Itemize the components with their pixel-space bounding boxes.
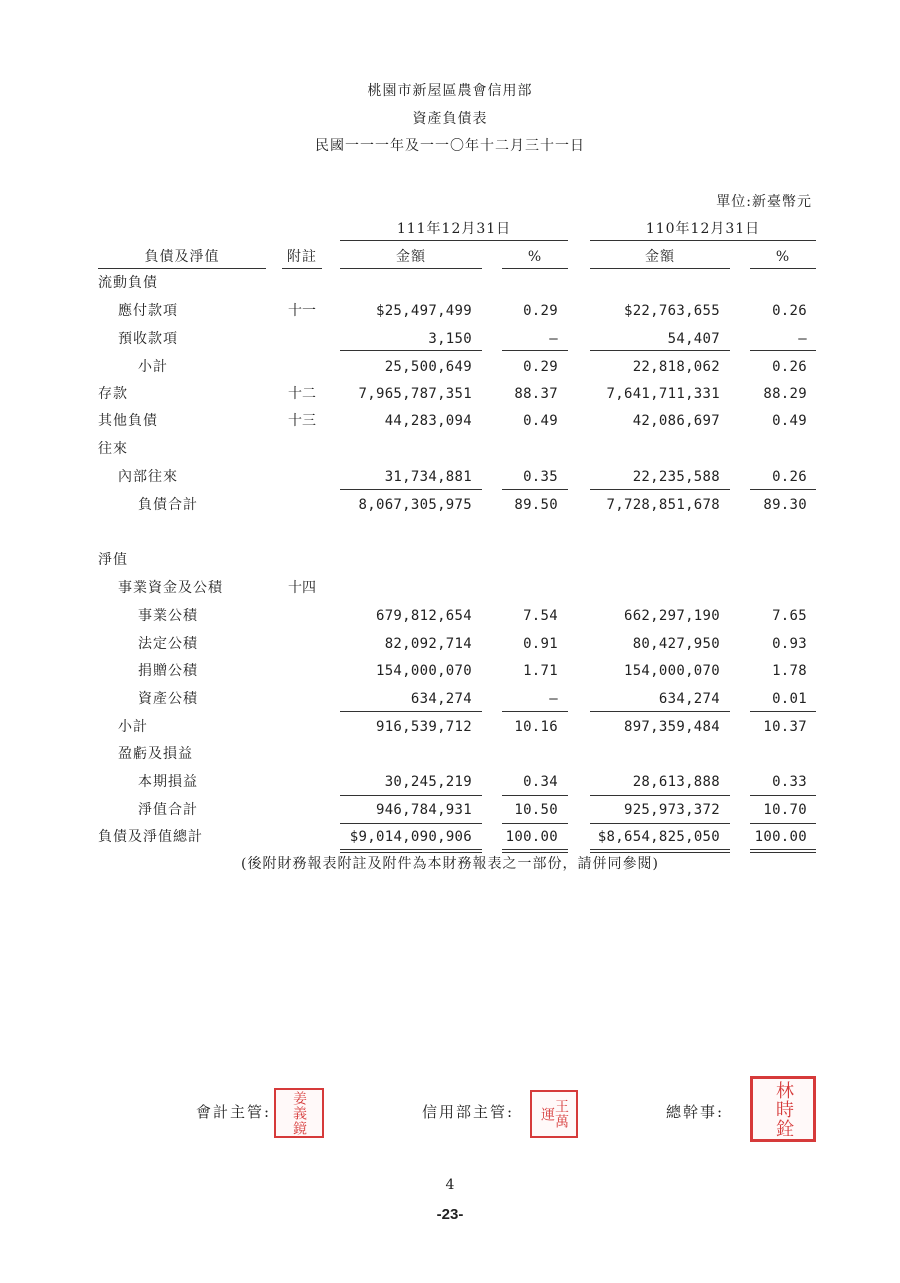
- accounting-seal-text: 姜義鏡: [291, 1090, 307, 1136]
- rule-date-111: [340, 240, 568, 241]
- row-pct-110: 0.26: [772, 469, 807, 485]
- row-pct-111: 1.71: [523, 663, 558, 679]
- row-label: 內部往來: [118, 469, 178, 485]
- row-label: 本期損益: [138, 774, 198, 790]
- row-label: 其他負債: [98, 413, 158, 429]
- col-pct-111: %: [527, 249, 543, 265]
- subtotal-rule: [590, 823, 730, 824]
- row-label: 淨值合計: [138, 802, 198, 818]
- row-amount-111: 946,784,931: [375, 802, 472, 818]
- rule-amount-110: [590, 268, 730, 269]
- row-amount-110: 897,359,484: [623, 719, 720, 735]
- row-amount-110: 925,973,372: [623, 802, 720, 818]
- row-amount-110: 7,728,851,678: [606, 497, 720, 513]
- row-amount-111: 679,812,654: [375, 608, 472, 624]
- general-seal: [750, 1076, 816, 1142]
- row-pct-111: 88.37: [514, 386, 558, 402]
- row-pct-111: —: [549, 331, 558, 347]
- row-amount-111: 30,245,219: [384, 774, 472, 790]
- subtotal-rule: [590, 489, 730, 490]
- row-note: 十四: [288, 580, 316, 596]
- row-pct-111: 0.34: [523, 774, 558, 790]
- total-double-rule: [340, 849, 482, 853]
- accounting-label: 會計主管:: [196, 1103, 272, 1121]
- row-pct-110: 0.93: [772, 636, 807, 652]
- row-label: 事業公積: [138, 608, 198, 624]
- row-label: 資產公積: [138, 691, 198, 707]
- document-page-number: -23-: [436, 1206, 464, 1223]
- row-amount-111: 154,000,070: [375, 663, 472, 679]
- row-pct-111: 0.49: [523, 413, 558, 429]
- row-amount-111: 31,734,881: [384, 469, 472, 485]
- row-label: 存款: [98, 386, 128, 402]
- total-double-rule: [590, 849, 730, 853]
- rule-pct-110: [750, 268, 816, 269]
- subtotal-rule: [750, 350, 816, 351]
- col-date-110: 110年12月31日: [645, 221, 761, 237]
- row-amount-110: 154,000,070: [623, 663, 720, 679]
- row-label: 應付款項: [118, 303, 178, 319]
- row-label: 事業資金及公積: [118, 580, 223, 596]
- general-seal-text: 林時銓: [773, 1080, 794, 1138]
- col-amount-111: 金額: [396, 249, 426, 265]
- row-pct-111: 89.50: [514, 497, 558, 513]
- row-pct-111: 10.16: [514, 719, 558, 735]
- credit-seal: [530, 1090, 578, 1138]
- row-note: 十一: [288, 303, 316, 319]
- row-amount-111: 916,539,712: [375, 719, 472, 735]
- subtotal-rule: [340, 823, 482, 824]
- row-pct-110: 88.29: [763, 386, 807, 402]
- row-pct-110: 89.30: [763, 497, 807, 513]
- row-pct-111: 10.50: [514, 802, 558, 818]
- row-amount-110: 634,274: [658, 691, 720, 707]
- row-label: 小計: [138, 359, 168, 375]
- org-name: 桃園市新屋區農會信用部: [367, 83, 533, 99]
- subtotal-rule: [750, 711, 816, 712]
- subtotal-rule: [502, 711, 568, 712]
- footnote: (後附財務報表附註及附件為本財務報表之一部份，請併同參閱): [241, 856, 659, 872]
- subtotal-rule: [502, 350, 568, 351]
- row-amount-110: $8,654,825,050: [597, 829, 720, 845]
- col-amount-110: 金額: [645, 249, 675, 265]
- row-amount-110: 42,086,697: [632, 413, 720, 429]
- row-amount-110: 7,641,711,331: [606, 386, 720, 402]
- rule-item: [98, 268, 266, 269]
- rule-note: [282, 268, 322, 269]
- report-period: 民國一一一年及一一〇年十二月三十一日: [315, 138, 585, 154]
- rule-amount-111: [340, 268, 482, 269]
- credit-seal-text: 王萬運: [539, 1099, 569, 1129]
- subtotal-rule: [590, 711, 730, 712]
- credit-label: 信用部主管:: [422, 1103, 515, 1121]
- row-pct-111: —: [549, 691, 558, 707]
- row-pct-111: 0.91: [523, 636, 558, 652]
- col-item: 負債及淨值: [144, 249, 220, 265]
- row-pct-111: 0.35: [523, 469, 558, 485]
- row-amount-110: 54,407: [667, 331, 720, 347]
- unit-label: 單位:新臺幣元: [716, 194, 812, 210]
- general-label: 總幹事:: [666, 1103, 725, 1121]
- report-title: 資產負債表: [412, 111, 488, 127]
- row-amount-110: 22,235,588: [632, 469, 720, 485]
- col-pct-110: %: [775, 249, 791, 265]
- subtotal-rule: [502, 489, 568, 490]
- row-pct-110: —: [798, 331, 807, 347]
- row-pct-110: 100.00: [754, 829, 807, 845]
- subtotal-rule: [340, 350, 482, 351]
- subtotal-rule: [340, 795, 482, 796]
- row-pct-111: 0.29: [523, 359, 558, 375]
- row-label: 淨值: [98, 552, 128, 568]
- row-pct-110: 0.01: [772, 691, 807, 707]
- row-pct-110: 0.49: [772, 413, 807, 429]
- subtotal-rule: [502, 823, 568, 824]
- row-label: 往來: [98, 441, 128, 457]
- row-amount-111: $9,014,090,906: [349, 829, 472, 845]
- row-amount-110: 28,613,888: [632, 774, 720, 790]
- row-label: 小計: [118, 719, 148, 735]
- row-note: 十二: [288, 386, 316, 402]
- row-label: 法定公積: [138, 636, 198, 652]
- col-date-111: 111年12月31日: [396, 221, 512, 237]
- total-double-rule: [750, 849, 816, 853]
- row-pct-110: 7.65: [772, 608, 807, 624]
- row-amount-110: 662,297,190: [623, 608, 720, 624]
- rule-pct-111: [502, 268, 568, 269]
- subtotal-rule: [750, 795, 816, 796]
- subtotal-rule: [502, 795, 568, 796]
- row-amount-111: 25,500,649: [384, 359, 472, 375]
- col-note: 附註: [287, 249, 317, 265]
- subtotal-rule: [750, 823, 816, 824]
- subtotal-rule: [590, 350, 730, 351]
- row-amount-111: 8,067,305,975: [358, 497, 472, 513]
- row-label: 負債及淨值總計: [98, 829, 203, 845]
- subtotal-rule: [340, 489, 482, 490]
- subtotal-rule: [340, 711, 482, 712]
- row-amount-110: 22,818,062: [632, 359, 720, 375]
- rule-date-110: [590, 240, 816, 241]
- row-amount-111: 3,150: [428, 331, 472, 347]
- row-amount-111: 44,283,094: [384, 413, 472, 429]
- row-amount-111: 634,274: [410, 691, 472, 707]
- row-label: 預收款項: [118, 331, 178, 347]
- row-pct-111: 0.29: [523, 303, 558, 319]
- page-number: 4: [445, 1177, 455, 1193]
- row-pct-111: 7.54: [523, 608, 558, 624]
- row-amount-111: 82,092,714: [384, 636, 472, 652]
- row-label: 盈虧及損益: [118, 746, 193, 762]
- row-amount-110: $22,763,655: [623, 303, 720, 319]
- row-amount-111: $25,497,499: [375, 303, 472, 319]
- row-label: 流動負債: [98, 275, 158, 291]
- row-amount-111: 7,965,787,351: [358, 386, 472, 402]
- row-amount-110: 80,427,950: [632, 636, 720, 652]
- subtotal-rule: [590, 795, 730, 796]
- row-pct-110: 10.37: [763, 719, 807, 735]
- row-note: 十三: [288, 413, 316, 429]
- row-pct-110: 10.70: [763, 802, 807, 818]
- accounting-seal: [274, 1088, 324, 1138]
- row-pct-110: 0.33: [772, 774, 807, 790]
- row-pct-110: 0.26: [772, 359, 807, 375]
- row-label: 捐贈公積: [138, 663, 198, 679]
- row-pct-110: 1.78: [772, 663, 807, 679]
- row-pct-111: 100.00: [505, 829, 558, 845]
- subtotal-rule: [750, 489, 816, 490]
- row-pct-110: 0.26: [772, 303, 807, 319]
- total-double-rule: [502, 849, 568, 853]
- row-label: 負債合計: [138, 497, 198, 513]
